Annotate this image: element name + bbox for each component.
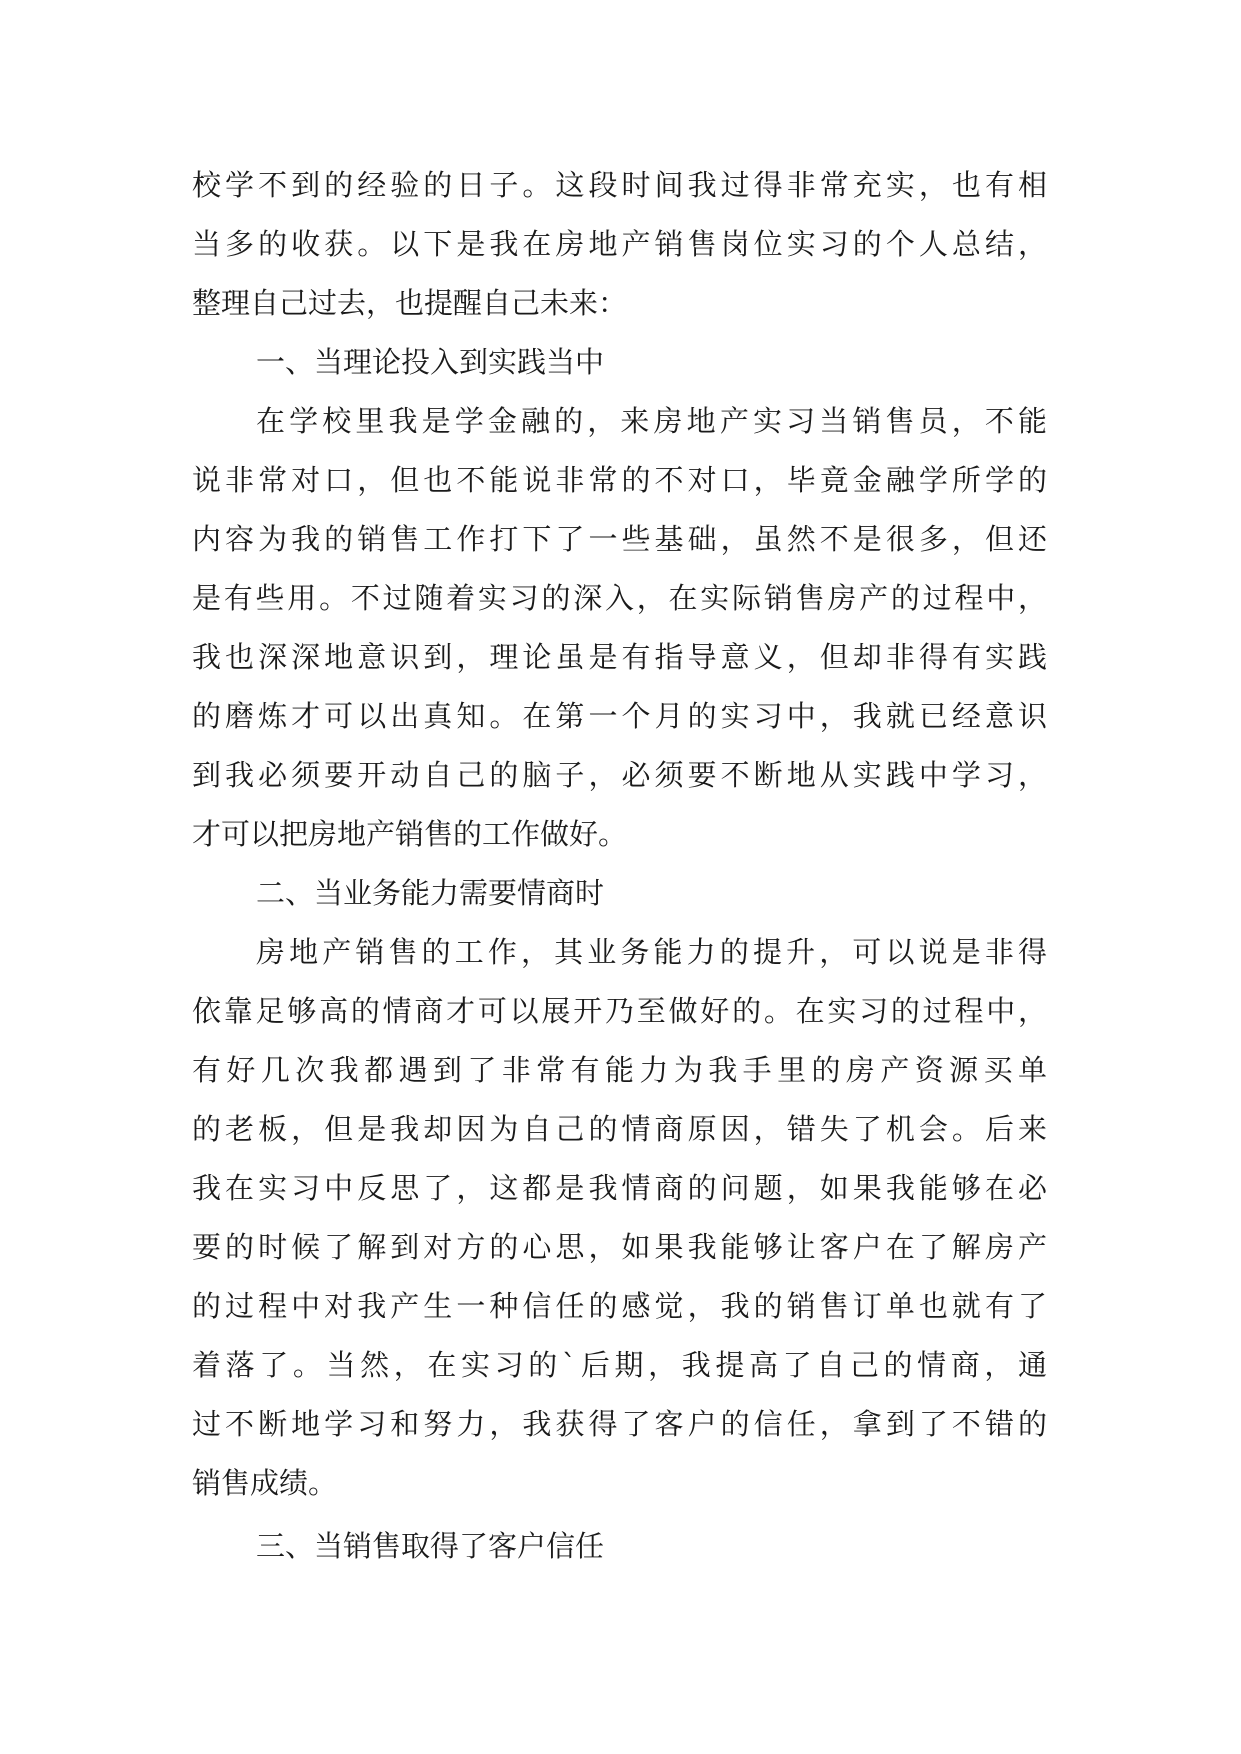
section-3-heading: 三、当销售取得了客户信任 xyxy=(256,1529,605,1563)
section-2-line-3: 有好几次我都遇到了非常有能力为我手里的房产资源买单 xyxy=(192,1053,1047,1087)
document-body xyxy=(192,156,1047,1576)
intro-line-1: 校学不到的经验的日子。这段时间我过得非常充实，也有相 xyxy=(192,168,1047,202)
section-1-line-2: 说非常对口，但也不能说非常的不对口，毕竟金融学所学的 xyxy=(192,463,1047,497)
section-1-line-5: 我也深深地意识到，理论虽是有指导意义，但却非得有实践 xyxy=(192,640,1047,674)
intro-line-2: 当多的收获。以下是我在房地产销售岗位实习的个人总结， xyxy=(192,227,1047,261)
section-1-line-7: 到我必须要开动自己的脑子，必须要不断地从实践中学习， xyxy=(192,758,1047,792)
section-2-line-4: 的老板，但是我却因为自己的情商原因，错失了机会。后来 xyxy=(192,1112,1047,1146)
section-2-line-6: 要的时候了解到对方的心思，如果我能够让客户在了解房产 xyxy=(192,1230,1047,1264)
section-2-line-2: 依靠足够高的情商才可以展开乃至做好的。在实习的过程中， xyxy=(192,994,1047,1028)
section-2-line-7: 的过程中对我产生一种信任的感觉，我的销售订单也就有了 xyxy=(192,1289,1047,1323)
section-2-line-5: 我在实习中反思了，这都是我情商的问题，如果我能够在必 xyxy=(192,1171,1047,1205)
section-2-line-1: 房地产销售的工作，其业务能力的提升，可以说是非得 xyxy=(256,935,1047,969)
section-2-heading: 二、当业务能力需要情商时 xyxy=(256,876,605,910)
intro-line-3: 整理自己过去，也提醒自己未来： xyxy=(192,286,628,320)
section-1-line-3: 内容为我的销售工作打下了一些基础，虽然不是很多，但还 xyxy=(192,522,1047,556)
section-2-line-9: 过不断地学习和努力，我获得了客户的信任，拿到了不错的 xyxy=(192,1407,1047,1441)
section-1-line-8: 才可以把房地产销售的工作做好。 xyxy=(192,817,628,851)
section-1-line-1: 在学校里我是学金融的，来房地产实习当销售员，不能 xyxy=(256,404,1047,438)
section-2-line-10: 销售成绩。 xyxy=(192,1466,338,1500)
section-1-heading: 一、当理论投入到实践当中 xyxy=(256,345,605,379)
section-2-line-8: 着落了。当然，在实习的`后期，我提高了自己的情商，通 xyxy=(192,1348,1047,1382)
section-1-line-4: 是有些用。不过随着实习的深入，在实际销售房产的过程中， xyxy=(192,581,1047,615)
section-1-line-6: 的磨炼才可以出真知。在第一个月的实习中，我就已经意识 xyxy=(192,699,1047,733)
